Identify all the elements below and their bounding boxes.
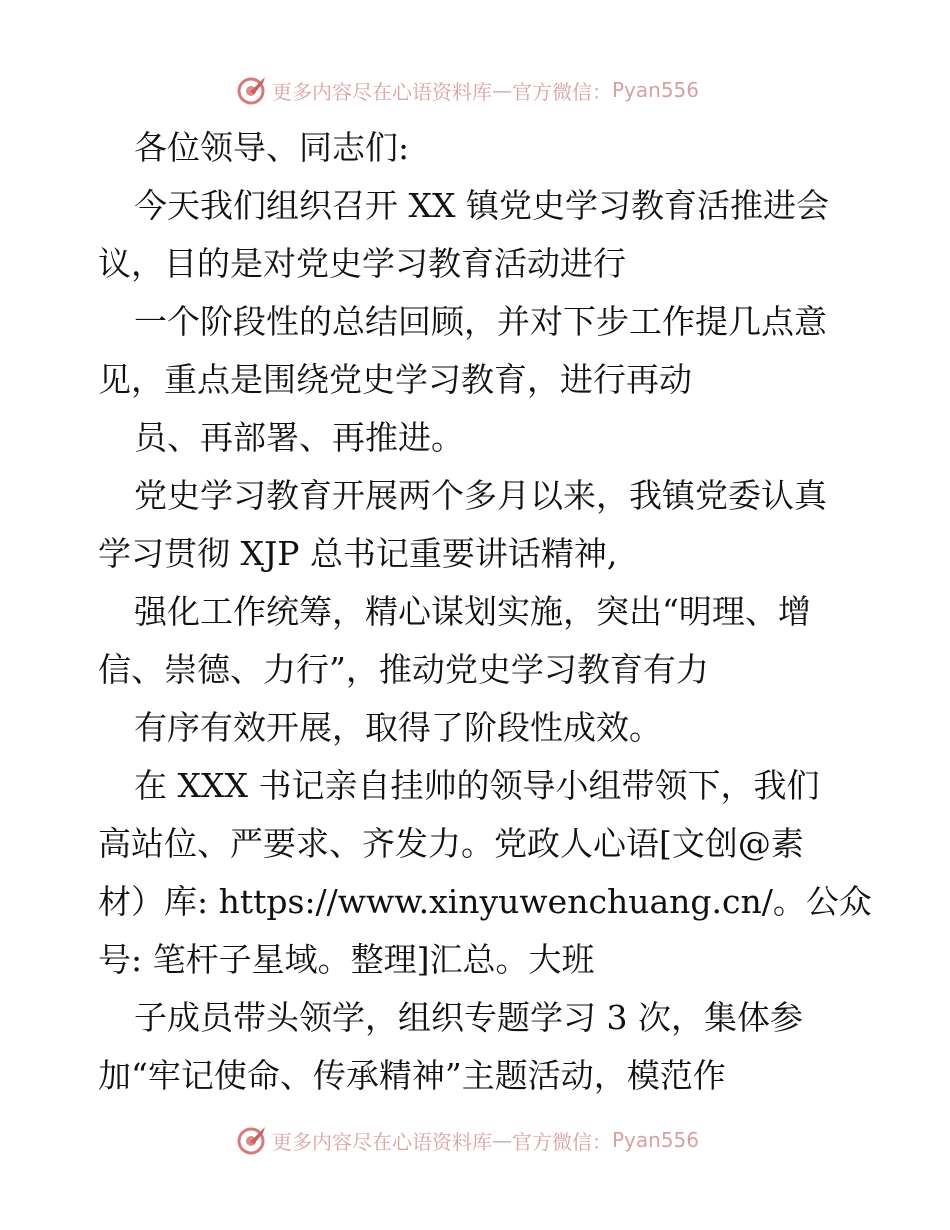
text-line: 在 XXX 书记亲自挂帅的领导小组带领下，我们: [134, 766, 820, 805]
watermark-suffix: 官方微信：: [512, 1129, 612, 1154]
text-line: 加“牢记使命、传承精神”主题活动，模范作: [98, 1056, 726, 1095]
text-line: 党史学习教育开展两个多月以来，我镇党委认真: [134, 476, 827, 515]
watermark-text: 更多内容尽在心语资料库: [272, 79, 492, 104]
text-line: 一个阶段性的总结回顾，并对下步工作提几点意: [134, 302, 827, 341]
text-line: 有序有效开展，取得了阶段性成效。: [134, 708, 662, 747]
footer-watermark: [236, 1122, 699, 1158]
quill-logo-icon: [236, 74, 268, 106]
quill-logo-icon: [236, 1124, 268, 1156]
text-line: 高站位、严要求、齐发力。党政人心语[文创@素: [98, 824, 804, 863]
watermark-text: 更多内容尽在心语资料库: [272, 1129, 492, 1154]
text-line: 各位领导、同志们:: [134, 128, 410, 167]
text-line: 见，重点是围绕党史学习教育，进行再动: [98, 360, 692, 399]
text-line: 强化工作统筹，精心谋划实施，突出“明理、增: [134, 592, 811, 631]
watermark-handle: Pyan556: [612, 78, 700, 102]
header-watermark: [236, 72, 699, 108]
text-line: 学习贯彻 XJP 总书记重要讲话精神,: [98, 534, 618, 573]
watermark-suffix: 官方微信：: [512, 79, 612, 104]
watermark-separator: —: [492, 1128, 512, 1152]
watermark-separator: —: [492, 78, 512, 102]
text-line: 议，目的是对党史学习教育活动进行: [98, 244, 626, 283]
watermark-handle: Pyan556: [612, 1128, 700, 1152]
text-line: 材）库: https://www.xinyuwenchuang.cn/。公众: [98, 882, 872, 921]
text-line: 员、再部署、再推进。: [134, 418, 464, 457]
text-line: 今天我们组织召开 XX 镇党史学习教育活推进会: [134, 186, 829, 225]
text-line: 信、崇德、力行”，推动党史学习教育有力: [98, 650, 709, 689]
text-line: 子成员带头领学，组织专题学习 3 次，集体参: [134, 998, 803, 1037]
text-line: 号: 笔杆子星域。整理]汇总。大班: [98, 940, 595, 979]
